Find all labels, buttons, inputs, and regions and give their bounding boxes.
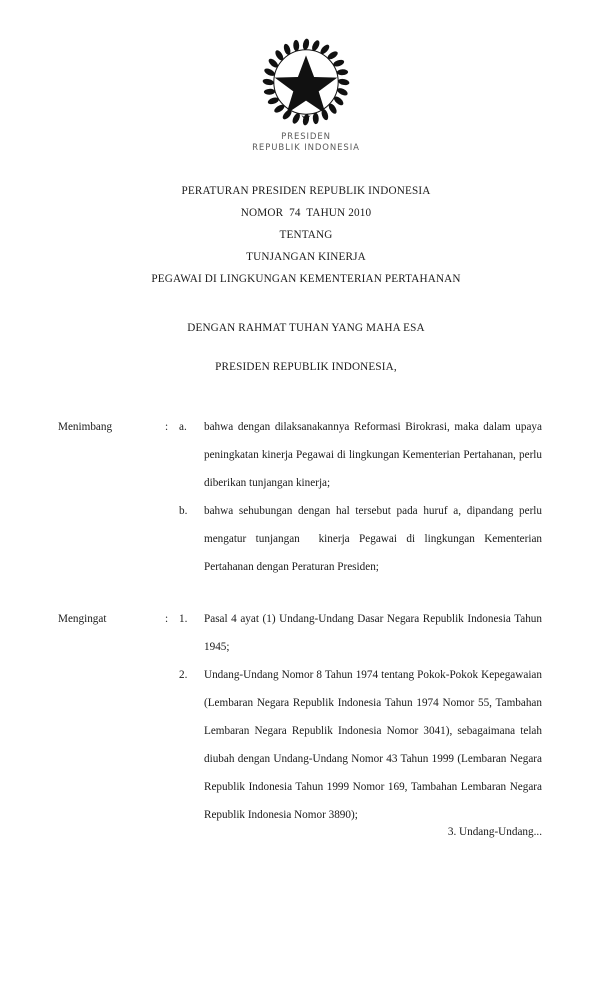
clause-label-menimbang: Menimbang: [58, 421, 113, 433]
clause-colon-menimbang: :: [165, 421, 169, 433]
emblem-caption-line-1: PRESIDEN: [281, 132, 331, 142]
emblem-block: [0, 36, 612, 154]
clause-marker: 2.: [179, 669, 188, 681]
clause-marker: 1.: [179, 613, 188, 625]
document-title-block: [0, 180, 612, 290]
clause-items-menimbang: [179, 413, 545, 581]
title-subject-line-2: PEGAWAI DI LINGKUNGAN KEMENTERIAN PERTAHANAN: [151, 273, 461, 285]
preamble-authority: PRESIDEN REPUBLIK INDONESIA,: [215, 361, 397, 373]
footer-catchword: 3. Undang-Undang...: [447, 826, 542, 838]
clause-marker: b.: [179, 505, 188, 517]
clause-item: [179, 661, 545, 829]
clause-section-menimbang: [58, 413, 545, 581]
clause-item: [179, 605, 545, 661]
clause-items-mengingat: [179, 605, 545, 829]
clause-section-mengingat: [58, 605, 545, 829]
preamble-block: [0, 320, 612, 376]
title-subject-line-1: TUNJANGAN KINERJA: [246, 251, 366, 263]
clause-text: bahwa sehubungan dengan hal tersebut pada huruf a, dipandang perlu mengatur tunjangan kinerja Pegawai di lingkungan Kementerian Pertahanan dengan Peraturan Presiden;: [204, 505, 545, 573]
title-number-year: NOMOR 74 TAHUN 2010: [240, 207, 372, 219]
clause-colon-mengingat: :: [165, 613, 169, 625]
clause-text: Pasal 4 ayat (1) Undang-Undang Dasar Negara Republik Indonesia Tahun 1945;: [204, 613, 545, 653]
clause-text: bahwa dengan dilaksanakannya Reformasi Birokrasi, maka dalam upaya peningkatan kinerja Pegawai di lingkungan Kementerian Pertahanan, perlu diberikan tunjangan kinerja;: [204, 421, 545, 489]
title-tentang: TENTANG: [279, 229, 333, 241]
title-regulation-type: PERATURAN PRESIDEN REPUBLIK INDONESIA: [181, 185, 431, 197]
emblem-caption: [0, 132, 612, 154]
clause-text: Undang-Undang Nomor 8 Tahun 1974 tentang Pokok-Pokok Kepegawaian (Lembaran Negara Republik Indonesia Tahun 1974 Nomor 55, Tambahan Lembaran Negara Republik Indonesia Nomor 3041), sebagaimana telah diubah dengan Undang-Undang Nomor 43 Tahun 1999 (Lembaran Negara Republik Indonesia Tahun 1999 Nomor 169, Tambahan Lembaran Negara Republik Indonesia Nomor 3890);: [204, 669, 545, 821]
emblem-caption-line-2: REPUBLIK INDONESIA: [252, 143, 360, 153]
clause-sections: [58, 413, 545, 853]
clause-item: [179, 413, 545, 497]
clause-label-mengingat: Mengingat: [58, 613, 107, 625]
garuda-star-wreath-emblem: [260, 36, 352, 128]
clause-item: [179, 497, 545, 581]
preamble-spacer: [0, 337, 612, 359]
preamble-invocation: DENGAN RAHMAT TUHAN YANG MAHA ESA: [187, 322, 425, 334]
clause-marker: a.: [179, 421, 187, 433]
